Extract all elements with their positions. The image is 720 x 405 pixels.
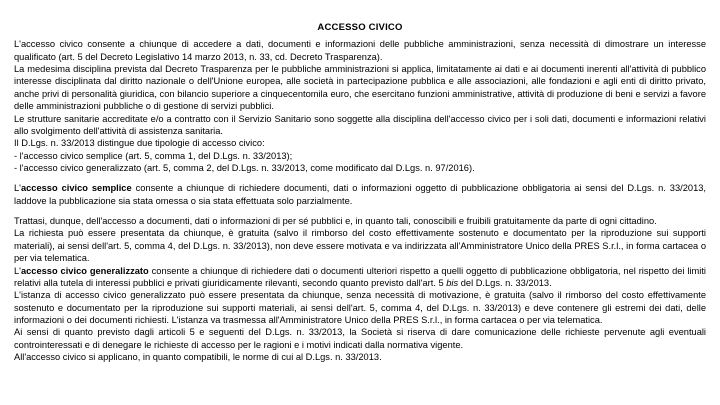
document-body <box>14 38 706 363</box>
text-run: La medesima disciplina prevista dal Decreto Trasparenza per le pubbliche amministrazioni si applica, limitatamente ai dati e ai documenti inerenti all'attività di pubblico interesse disciplinata dal diritto nazionale o dell'Unione europea, alle società in partecipazione pubblica e alle associazioni, alle fondazioni e agli enti di diritto privato, anche privi di personalità giuridica, con bilancio superiore a cinquecentomila euro, che esercitano funzioni amministrative, attività di produzione di beni e servizi a favore delle amministrazioni pubbliche o di gestione di servizi pubblici. <box>14 64 706 112</box>
text-run: consente a chiunque di richiedere dati o documenti ulteriori rispetto a quelli oggetto di pubblicazione obbligatoria, nel rispetto dei limiti relativi alla tutela di interessi pubblici e privati giuridicamente rilevanti, secondo quanto previsto dall'art. 5 <box>14 265 706 288</box>
paragraph <box>14 113 706 138</box>
text-run: bis <box>446 277 459 288</box>
paragraph <box>14 289 706 326</box>
paragraph <box>14 150 706 162</box>
text-run: L' <box>14 183 21 194</box>
text-run: Le strutture sanitarie accreditate e/o a contratto con il Servizio Sanitario sono soggette alla disciplina dell'accesso civico per i soli dati, documenti e informazioni relativi allo svolgimento dell'attività di assistenza sanitaria. <box>14 113 706 136</box>
page-title: ACCESSO CIVICO <box>317 22 403 33</box>
text-run: L'accesso civico consente a chiunque di accedere a dati, documenti e informazioni delle pubbliche amministrazioni, senza necessità di dimostrare un interesse qualificato (art. 5 del Decreto Legislativo 14 marzo 2013, n. 33, cd. Decreto Trasparenza). <box>14 39 706 62</box>
text-run: Il D.Lgs. n. 33/2013 distingue due tipologie di accesso civico: <box>14 138 265 149</box>
text-run: accesso civico semplice <box>20 183 132 194</box>
paragraph <box>14 351 706 363</box>
paragraph <box>14 215 706 227</box>
paragraph <box>14 326 706 351</box>
paragraph <box>14 162 706 174</box>
text-run: - l'accesso civico generalizzato (art. 5, comma 2, del D.Lgs. n. 33/2013, come modificato dal D.Lgs. n. 97/2016). <box>14 162 475 173</box>
text-run: - l'accesso civico semplice (art. 5, comma 1, del D.Lgs. n. 33/2013); <box>14 150 293 161</box>
paragraph <box>14 63 706 112</box>
paragraph <box>14 227 706 264</box>
text-run: L' <box>14 265 21 276</box>
text-run: La richiesta può essere presentata da chiunque, è gratuita (salvo il rimborso del costo effettivamente sostenuto e documentato per la riproduzione sui supporti materiali), ai sensi dell'art. 5, comma 4, del D.Lgs. n. 33/2013), non deve essere motivata e va indirizzata all'Amministratore Unico della PRES S.r.l., in forma cartacea o per via telematica. <box>14 228 706 264</box>
text-run: All'accesso civico si applicano, in quanto compatibili, le norme di cui al D.Lgs. n. 33/2013. <box>14 352 382 363</box>
text-run: L'istanza di accesso civico generalizzato può essere presentata da chiunque, senza necessità di motivazione, è gratuita (salvo il rimborso del costo effettivamente sostenuto e documentato per la riproduzione sui supporti materiali, ai sensi dell'art. 5, comma 4, del D.Lgs. n. 33/2013) e deve contenere gli estremi dei dati, delle informazioni o dei documenti richiesti. L'istanza va trasmessa all'Amministratore Unico della PRES S.r.l., in forma cartacea o per via telematica. <box>14 290 706 325</box>
paragraph <box>14 137 706 149</box>
paragraph <box>14 182 706 207</box>
text-run: del D.Lgs. n. 33/2013. <box>458 277 552 288</box>
text-run: Ai sensi di quanto previsto dagli articoli 5 e seguenti del D.Lgs. n. 33/2013, la Società si riserva di dare comunicazione delle richieste pervenute agli eventuali controinteressati e di denegare le richieste di accesso per le ragioni e i motivi indicati dalla normativa vigente. <box>14 327 706 350</box>
text-run: accesso civico generalizzato <box>20 265 149 276</box>
paragraph <box>14 38 706 63</box>
text-run: consente a chiunque di richiedere documenti, dati o informazioni oggetto di pubblicazione obbligatoria ai sensi del D.Lgs. n. 33/2013, laddove la pubblicazione sia stata omessa o sia stata effettuata solo parzialmente. <box>14 183 706 206</box>
text-run: Trattasi, dunque, dell'accesso a documenti, dati o informazioni di per sé pubblici e, in quanto tali, conoscibili e fruibili gratuitamente da parte di ogni cittadino. <box>14 216 657 227</box>
paragraph <box>14 265 706 290</box>
